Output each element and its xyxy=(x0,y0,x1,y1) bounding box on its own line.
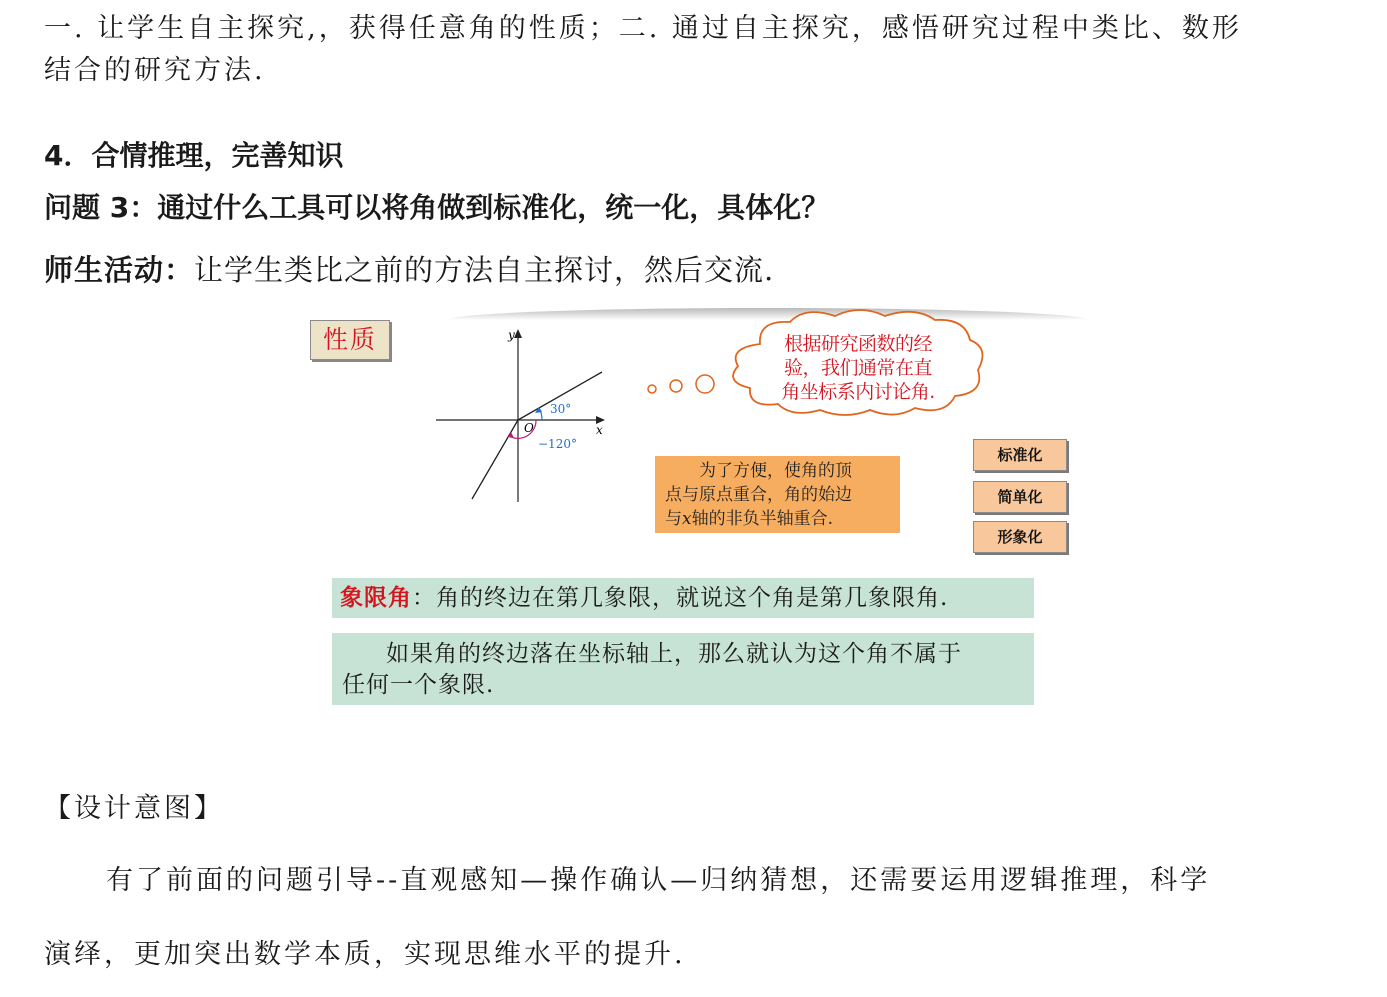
axis-note-line-2: 任何一个象限. xyxy=(342,672,495,698)
tag-standardize: 标准化 xyxy=(973,439,1067,471)
thought-line-1: 根据研究函数的经 xyxy=(783,333,932,355)
activity-label: 师生活动： xyxy=(44,253,195,287)
tag-simplify: 简单化 xyxy=(973,481,1067,513)
bubble-dot-medium xyxy=(670,380,682,392)
activity-text: 让学生类比之前的方法自主探讨，然后交流. xyxy=(194,253,775,287)
axis-note-box xyxy=(332,633,1034,705)
slide-figure xyxy=(300,308,1090,708)
quadrant-definition-box xyxy=(332,578,1034,618)
origin-label: O xyxy=(524,421,534,435)
design-line-1: 有了前面的问题引导--直观感知—操作确认—归纳猜想，还需要运用逻辑推理，科学 xyxy=(106,865,1211,896)
y-axis-arrow xyxy=(514,329,522,338)
design-line-2: 演绎，更加突出数学本质，实现思维水平的提升. xyxy=(44,939,686,970)
axis-note-line-1: 如果角的终边落在坐标轴上，那么就认为这个角不属于 xyxy=(386,641,962,667)
quadrant-definition: ：角的终边在第几象限，就说这个角是第几象限角. xyxy=(412,585,949,611)
orange-line-3: 与x轴的非负半轴重合. xyxy=(665,509,833,529)
y-label: y xyxy=(508,328,515,342)
property-button: 性质 xyxy=(310,320,390,360)
bubble-dot-small xyxy=(648,385,656,393)
bubble-dot-large xyxy=(696,375,714,393)
design-heading: 【设计意图】 xyxy=(44,793,224,824)
orange-line-2: 点与原点重合，角的始边 xyxy=(665,485,852,505)
intro-line-1: 一. 让学生自主探究,，获得任意角的性质；二. 通过自主探究，感悟研究过程中类比、数形 xyxy=(44,13,1242,44)
activity-paragraph xyxy=(44,248,774,289)
x-label: x xyxy=(596,423,603,437)
terminal-ray-neg120 xyxy=(472,420,518,499)
quadrant-term: 象限角 xyxy=(340,585,412,611)
angle-30-label: 30° xyxy=(550,402,572,416)
thought-text xyxy=(758,332,958,404)
angle-neg120-label: −120° xyxy=(538,437,577,451)
angle-graph xyxy=(430,326,640,511)
tag-visualize: 形象化 xyxy=(973,521,1067,553)
orange-explanation-box xyxy=(655,456,900,533)
thought-line-3: 角坐标系内讨论角. xyxy=(781,381,935,403)
question-3: 问题 3：通过什么工具可以将角做到标准化，统一化，具体化？ xyxy=(44,191,830,224)
thought-line-2: 验，我们通常在直 xyxy=(783,357,932,379)
section-heading: 4．合情推理，完善知识 xyxy=(44,139,344,172)
intro-line-2: 结合的研究方法. xyxy=(44,55,266,86)
orange-line-1: 为了方便，使角的顶 xyxy=(699,461,852,481)
